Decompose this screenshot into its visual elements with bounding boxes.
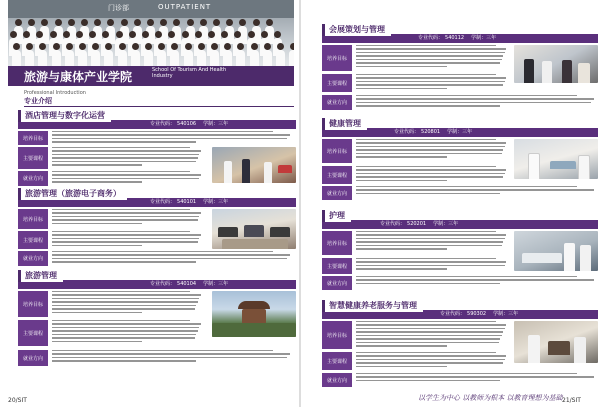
jobs-row — [18, 350, 296, 366]
jobs-text — [52, 350, 292, 366]
major-card-health-management — [322, 118, 598, 200]
jobs-label: 就业方向 — [18, 350, 48, 366]
school-name-cn: 旅游与康体产业学院 — [24, 70, 133, 84]
graduate-figure — [157, 50, 166, 66]
goal-label: 培养目标 — [18, 209, 48, 229]
graduate-figure — [104, 50, 113, 66]
goal-text — [52, 291, 202, 317]
major-title: 智慧健康养老服务与管理 — [322, 300, 423, 312]
jobs-text — [356, 276, 596, 290]
courses-row — [322, 258, 598, 274]
graduate-figure — [78, 50, 87, 66]
courses-label: 主要课程 — [322, 258, 352, 274]
major-title: 健康管理 — [322, 118, 367, 130]
jobs-row — [322, 373, 598, 387]
right-page — [300, 0, 600, 407]
intro-heading-en: Professional Introduction — [24, 90, 86, 96]
major-code-label: 专业代码： — [440, 311, 466, 317]
major-code-label: 专业代码： — [394, 129, 420, 135]
jobs-label: 就业方向 — [322, 186, 352, 200]
graduate-figure — [52, 50, 61, 66]
major-card-smart-elderly-care — [322, 300, 598, 390]
intro-divider — [24, 106, 294, 107]
courses-text — [356, 166, 508, 184]
graduate-figure — [12, 50, 21, 66]
goal-text — [52, 131, 292, 145]
page-number-right: 21/SIT — [562, 397, 581, 404]
major-code-line — [440, 311, 518, 318]
major-years: 学制：三年 — [493, 311, 519, 317]
major-code-value: 540101 — [177, 199, 197, 205]
courses-label: 主要课程 — [322, 166, 352, 184]
courses-text — [356, 258, 508, 274]
goal-label: 培养目标 — [18, 291, 48, 317]
courses-label: 主要课程 — [322, 74, 352, 92]
goal-text — [356, 139, 508, 163]
major-code-line — [150, 199, 228, 206]
goal-text — [356, 321, 508, 349]
courses-row — [18, 320, 296, 346]
major-code-value: 590302 — [467, 311, 487, 317]
courses-label: 主要课程 — [322, 352, 352, 370]
goal-text — [52, 209, 202, 229]
major-card-tourism-ecommerce — [18, 188, 296, 266]
graduate-figure — [289, 50, 294, 66]
major-code-line — [150, 121, 228, 128]
page-number-left: 20/SIT — [8, 397, 27, 404]
major-card-nursing — [322, 210, 598, 290]
jobs-text — [52, 251, 292, 266]
courses-text — [52, 147, 202, 169]
jobs-row — [18, 171, 296, 186]
courses-row — [322, 166, 598, 184]
major-code-value: 520201 — [407, 221, 427, 227]
clinic-sign-cn: 门诊部 — [108, 4, 129, 12]
graduate-figure — [184, 50, 193, 66]
goal-label: 培养目标 — [322, 45, 352, 71]
courses-text — [356, 352, 508, 370]
major-code-label: 专业代码： — [150, 121, 176, 127]
graduate-figure — [276, 50, 285, 66]
major-title: 酒店管理与数字化运营 — [18, 110, 111, 122]
major-years: 学制：三年 — [471, 35, 497, 41]
building-facade — [8, 0, 294, 18]
goal-text — [356, 231, 508, 255]
major-code-value: 540112 — [445, 35, 465, 41]
jobs-label: 就业方向 — [322, 95, 352, 110]
major-code-bar — [322, 220, 598, 229]
major-title: 旅游管理（旅游电子商务） — [18, 188, 127, 200]
major-code-value: 520801 — [421, 129, 441, 135]
footer-slogan: 以学生为中心 以教师为根本 以教育理想为基础 — [418, 394, 563, 402]
major-code-label: 专业代码： — [150, 199, 176, 205]
graduate-figure — [170, 50, 179, 66]
graduate-figure — [210, 50, 219, 66]
jobs-label: 就业方向 — [322, 373, 352, 387]
major-years: 学制：三年 — [433, 221, 459, 227]
major-years: 学制：三年 — [447, 129, 473, 135]
major-code-label: 专业代码： — [150, 281, 176, 287]
major-code-value: 540104 — [177, 281, 197, 287]
jobs-row — [18, 251, 296, 266]
courses-text — [356, 74, 508, 92]
major-card-hotel-management — [18, 110, 296, 186]
courses-text — [52, 231, 202, 249]
major-title: 旅游管理 — [18, 270, 63, 282]
courses-text — [52, 320, 202, 346]
goal-row — [18, 131, 296, 145]
graduate-figure — [223, 50, 232, 66]
major-code-line — [418, 35, 496, 42]
courses-label: 主要课程 — [18, 320, 48, 346]
goal-label: 培养目标 — [322, 321, 352, 349]
goal-label: 培养目标 — [322, 231, 352, 255]
major-code-value: 540106 — [177, 121, 197, 127]
major-card-tourism-management — [18, 270, 296, 388]
jobs-label: 就业方向 — [18, 171, 48, 186]
graduate-figure — [131, 50, 140, 66]
jobs-text — [356, 373, 596, 387]
major-title: 会展策划与管理 — [322, 24, 391, 36]
major-code-label: 专业代码： — [418, 35, 444, 41]
intro-heading-cn: 专业介绍 — [24, 97, 52, 105]
graduate-figure — [118, 50, 127, 66]
jobs-text — [52, 171, 202, 186]
jobs-row — [322, 186, 598, 200]
graduate-figure — [91, 50, 100, 66]
graduate-figure — [25, 50, 34, 66]
major-code-line — [150, 281, 228, 288]
graduate-figure — [144, 50, 153, 66]
graduate-figure — [65, 50, 74, 66]
clinic-sign-en: OUTPATIENT — [158, 3, 212, 11]
jobs-text — [356, 95, 596, 110]
major-years: 学制：三年 — [203, 121, 229, 127]
graduate-figure — [250, 50, 259, 66]
major-code-label: 专业代码： — [380, 221, 406, 227]
courses-row — [18, 231, 296, 249]
goal-text — [356, 45, 508, 71]
graduate-figure — [236, 50, 245, 66]
major-card-exhibition-planning — [322, 24, 598, 110]
goal-label: 培养目标 — [322, 139, 352, 163]
jobs-text — [356, 186, 596, 200]
graduate-figure — [38, 50, 47, 66]
goal-label: 培养目标 — [18, 131, 48, 145]
major-years: 学制：三年 — [203, 199, 229, 205]
jobs-label: 就业方向 — [18, 251, 48, 266]
courses-label: 主要课程 — [18, 147, 48, 169]
school-name-en: School Of Tourism And Health Industry — [152, 67, 227, 79]
major-years: 学制：三年 — [203, 281, 229, 287]
jobs-label: 就业方向 — [322, 276, 352, 290]
jobs-row — [322, 95, 598, 110]
courses-label: 主要课程 — [18, 231, 48, 249]
graduate-figure — [263, 50, 272, 66]
courses-row — [322, 352, 598, 370]
major-title: 护理 — [322, 210, 351, 222]
jobs-row — [322, 276, 598, 290]
courses-row — [322, 74, 598, 92]
major-code-line — [380, 221, 458, 228]
major-code-line — [394, 129, 472, 136]
graduate-figure — [197, 50, 206, 66]
